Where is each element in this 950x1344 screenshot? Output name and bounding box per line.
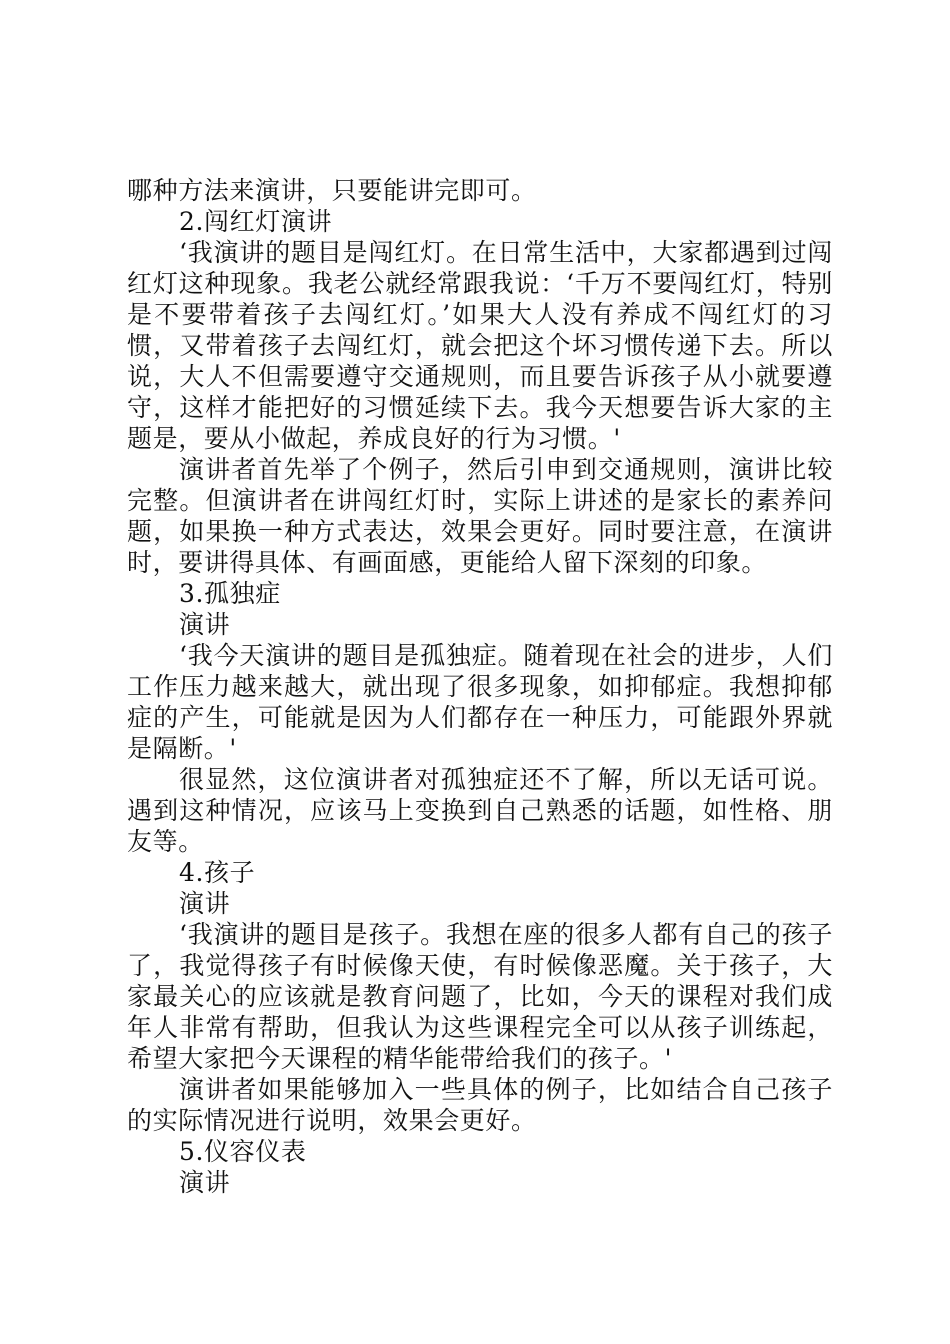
section-heading-children: 4.孩子: [179, 858, 256, 887]
section-subheading-autism: 演讲: [179, 610, 231, 639]
section-heading-red-light: 2.闯红灯演讲: [179, 207, 333, 236]
section-heading-autism: 3.孤独症: [179, 579, 281, 608]
commentary-autism: 很显然，这位演讲者对孤独症还不了解，所以无话可说。遇到这种情况，应该马上变换到自己熟悉的话题，如性格、朋友等。: [127, 765, 833, 856]
document-body: [127, 175, 833, 1198]
speech-quote-children: ‘我演讲的题目是孩子。我想在座的很多人都有自己的孩子了，我觉得孩子有时候像天使，有时候像恶魔。关于孩子，大家最关心的应该就是教育问题了，比如，今天的课程对我们成年人非常有帮助，但我认为这些课程完全可以从孩子训练起，希望大家把今天课程的精华能带给我们的孩子。': [127, 920, 833, 1073]
section-subheading-appearance: 演讲: [179, 1168, 231, 1197]
section-subheading-children: 演讲: [179, 889, 231, 918]
commentary-children: 演讲者如果能够加入一些具体的例子，比如结合自己孩子的实际情况进行说明，效果会更好。: [127, 1075, 833, 1135]
commentary-red-light: 演讲者首先举了个例子，然后引申到交通规则，演讲比较完整。但演讲者在讲闯红灯时，实际上讲述的是家长的素养问题，如果换一种方式表达，效果会更好。同时要注意，在演讲时，要讲得具体、有画面感，更能给人留下深刻的印象。: [127, 455, 833, 577]
section-heading-appearance: 5.仪容仪表: [179, 1137, 307, 1166]
speech-quote-red-light: ‘我演讲的题目是闯红灯。在日常生活中，大家都遇到过闯红灯这种现象。我老公就经常跟我说：‘千万不要闯红灯，特别是不要带着孩子去闯红灯。’如果大人没有养成不闯红灯的习惯，又带着孩子去闯红灯，就会把这个坏习惯传递下去。所以说，大人不但需要遵守交通规则，而且要告诉孩子从小就要遵守，这样才能把好的习惯延续下去。我今天想要告诉大家的主题是，要从小做起，养成良好的行为习惯。': [127, 238, 833, 453]
speech-quote-autism: ‘我今天演讲的题目是孤独症。随着现在社会的进步，人们工作压力越来越大，就出现了很多现象，如抑郁症。我想抑郁症的产生，可能就是因为人们都存在一种压力，可能跟外界就是隔断。': [127, 641, 833, 763]
paragraph-continuation: 哪种方法来演讲，只要能讲完即可。: [127, 176, 537, 205]
